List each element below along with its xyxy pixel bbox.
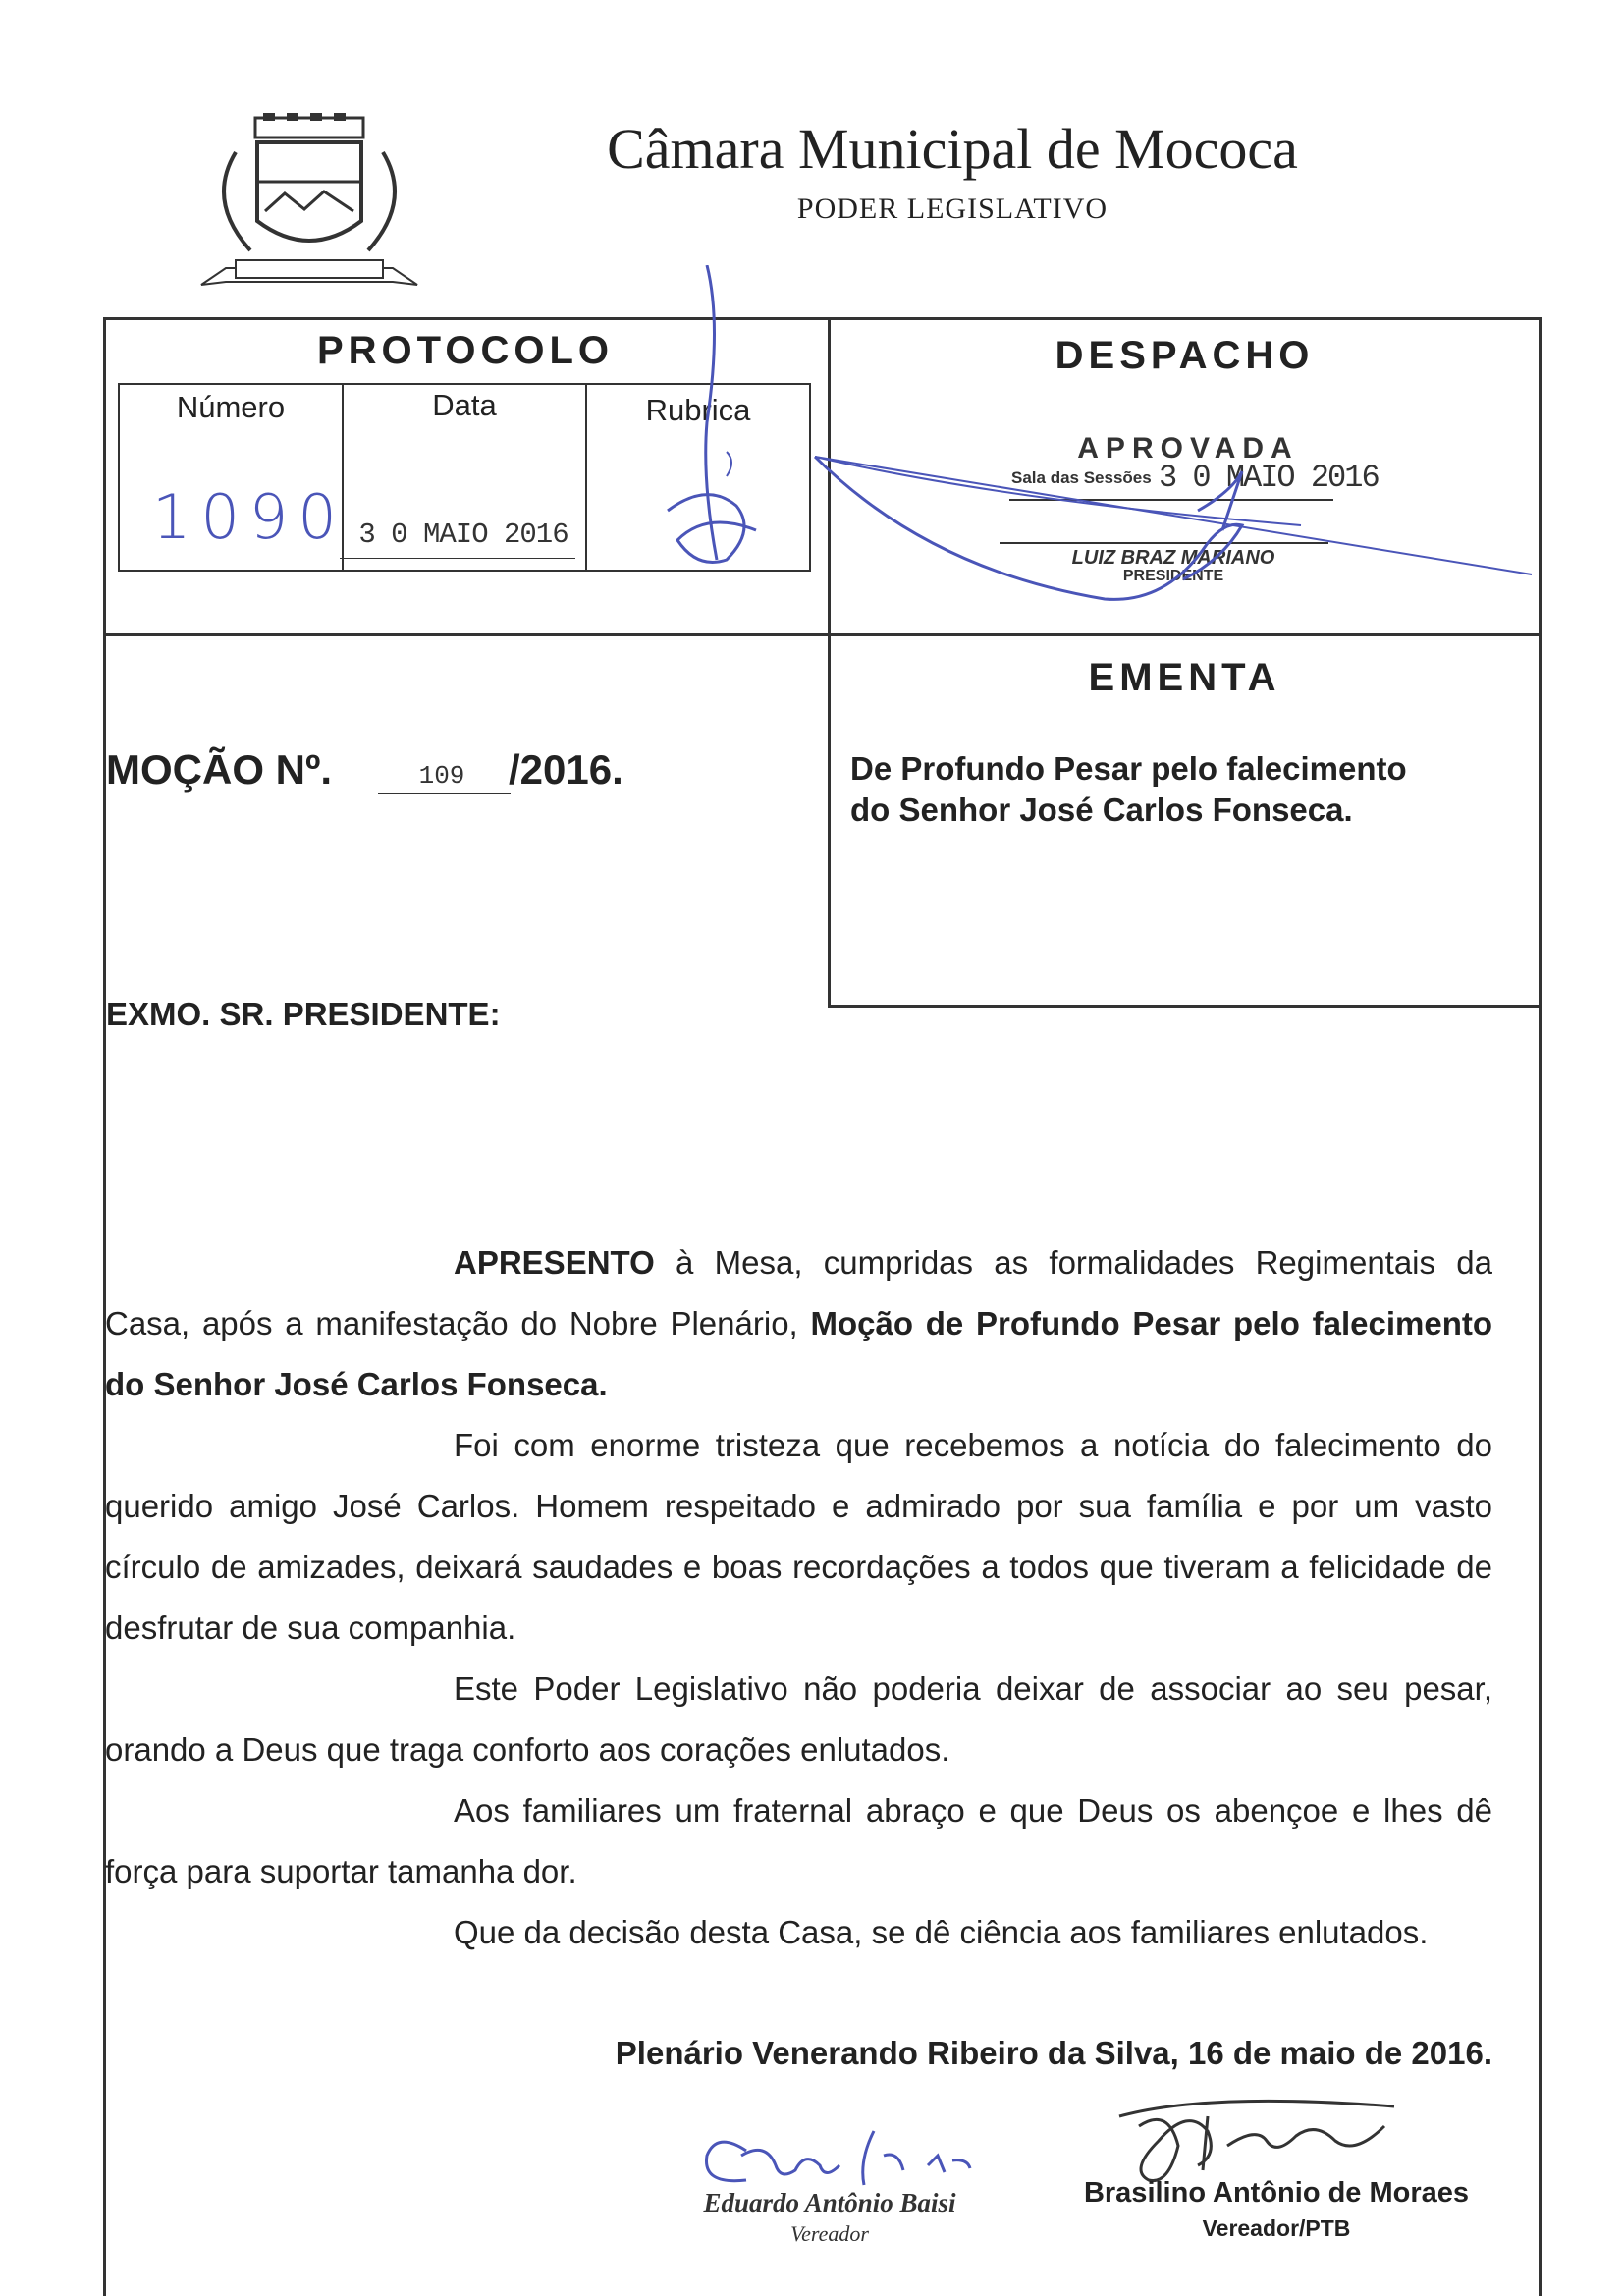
president-signature <box>810 432 1542 609</box>
p1-bold-start: APRESENTO <box>454 1244 655 1281</box>
ementa-text-line2: do Senhor José Carlos Fonseca. <box>850 792 1353 828</box>
aprovada-stamp-title: APROVADA <box>1077 432 1299 465</box>
organization-name: Câmara Municipal de Mococa <box>607 117 1298 181</box>
ementa-text-line1: De Profundo Pesar pelo falecimento <box>850 750 1407 787</box>
salutation: EXMO. SR. PRESIDENTE: <box>106 996 501 1032</box>
signatory-2-name: Brasilino Antônio de Moraes <box>1083 2177 1470 2209</box>
form-row-divider <box>103 633 1542 636</box>
stamp-place: Sala das Sessões <box>1011 468 1152 487</box>
paragraph-4 <box>105 1780 1492 1902</box>
signatory-2-role: Vereador/PTB <box>1202 2215 1351 2241</box>
p4-text: Aos familiares um fraternal abraço e que Deus os abençoe e lhes dê força para suportar tamanha dor. <box>105 1792 1492 1889</box>
rubrica-label: Rubrica <box>645 393 751 427</box>
organization-subtitle: PODER LEGISLATIVO <box>796 192 1109 225</box>
rubrica-signature <box>648 265 815 579</box>
form-right-border <box>1539 317 1542 2296</box>
form-top-border <box>103 317 1542 320</box>
stamp-name: LUIZ BRAZ MARIANO <box>1071 547 1275 569</box>
data-label: Data <box>432 388 497 422</box>
p1-bold-end: Moção de Profundo Pesar pelo falecimento do Senhor José Carlos Fonseca. <box>105 1305 1492 1402</box>
signatory-1-name: Eduardo Antônio Baisi <box>703 2188 956 2217</box>
p3-text: Este Poder Legislativo não poderia deixar de associar ao seu pesar, orando a Deus que traga conforto aos corações enlutados. <box>105 1670 1492 1768</box>
ementa-title: EMENTA <box>1088 656 1281 699</box>
mocao-year: /2016. <box>509 746 623 793</box>
date-underline <box>340 558 575 559</box>
numero-label: Número <box>176 390 286 424</box>
mocao-number-underline <box>378 793 511 794</box>
protocolo-title: PROTOCOLO <box>316 329 615 372</box>
mocao-number: 109 <box>418 761 465 791</box>
protocol-number-handwritten: 1090 <box>152 481 347 553</box>
paragraph-5 <box>105 1902 1492 1963</box>
p1-text: à Mesa, cumpridas as formalidades Regimentais da Casa, após a manifestação do Nobre Plenário, <box>105 1244 1492 1341</box>
signature-handwritten-1 <box>687 2111 982 2200</box>
mocao-label: MOÇÃO Nº. <box>106 746 332 793</box>
protocol-date-stamp: 3 0 MAIO 2016 <box>358 519 568 551</box>
paragraph-2 <box>105 1415 1492 1659</box>
stamp-date: 3 0 MAIO 2016 <box>1159 460 1379 496</box>
despacho-title: DESPACHO <box>1055 334 1315 377</box>
paragraph-1 <box>105 1232 1492 1415</box>
ementa-bottom-border <box>828 1005 1542 1008</box>
paragraph-3 <box>105 1659 1492 1780</box>
coat-of-arms-logo <box>196 113 422 290</box>
signatory-1-role: Vereador <box>790 2221 869 2246</box>
stamp-role: PRESIDENTE <box>1122 568 1224 584</box>
p2-text: Foi com enorme tristeza que recebemos a notícia do falecimento do querido amigo José Carlos. Homem respeitado e admirado por sua família e por um vasto círculo de amizades, deixará saudades e boas recordações a todos que tiveram a felicidade de desfrutar de sua companhia. <box>105 1427 1492 1646</box>
closing-line: Plenário Venerando Ribeiro da Silva, 16 de maio de 2016. <box>615 2035 1492 2071</box>
p5-text: Que da decisão desta Casa, se dê ciência aos familiares enlutados. <box>454 1914 1429 1950</box>
